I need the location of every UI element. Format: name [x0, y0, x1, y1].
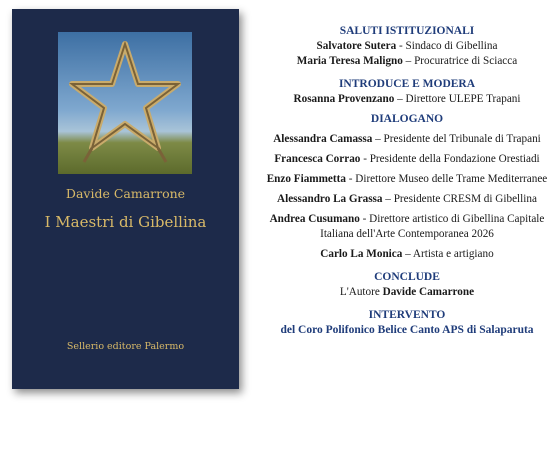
heading-intervento: INTERVENTO: [368, 309, 446, 321]
heading-dialogano: DIALOGANO: [370, 113, 444, 125]
heading-introduce: INTRODUCE E MODERA: [338, 78, 476, 90]
conclude-prefix: L'Autore: [339, 286, 383, 298]
person-role: - Direttore artistico di Gibellina Capitale Italiana dell'Arte Contemporanea 2026: [320, 213, 545, 240]
person-entry: [262, 212, 552, 242]
intervento-text: del Coro Polifonico Belice Canto APS di Salaparuta: [280, 324, 534, 336]
person-name: Francesca Corrao: [274, 153, 361, 165]
person-role: – Presidente CRESM di Gibellina: [382, 193, 537, 205]
person-role: – Procuratrice di Sciacca: [402, 55, 518, 67]
heading-conclude: CONCLUDE: [374, 271, 440, 283]
person-name: Enzo Fiammetta: [266, 173, 346, 185]
person-name: Carlo La Monica: [320, 248, 403, 260]
person-name: Davide Camarrone: [382, 286, 475, 298]
person-role: – Presidente del Tribunale di Trapani: [372, 133, 541, 145]
person-role: – Artista e artigiano: [402, 248, 494, 260]
conclude-entry: [262, 285, 552, 300]
person-name: Salvatore Sutera: [316, 40, 397, 52]
person-entry: [262, 54, 552, 69]
event-program: [262, 24, 552, 338]
person-role: – Direttore ULEPE Trapani: [394, 93, 521, 105]
person-entry: [262, 247, 552, 262]
person-entry: [262, 192, 552, 207]
person-name: Andrea Cusumano: [269, 213, 360, 225]
person-name: Alessandro La Grassa: [277, 193, 383, 205]
heading-saluti: SALUTI ISTITUZIONALI: [339, 25, 475, 37]
person-entry: [262, 152, 552, 167]
person-role: - Direttore Museo delle Trame Mediterranee: [345, 173, 548, 185]
person-name: Rosanna Provenzano: [293, 93, 395, 105]
person-role: - Presidente della Fondazione Orestiadi: [360, 153, 540, 165]
person-entry: [262, 172, 552, 187]
person-name: Alessandra Camassa: [273, 133, 373, 145]
person-entry: [262, 132, 552, 147]
star-sculpture-icon: [58, 32, 192, 174]
cover-sculpture-image: [58, 32, 192, 174]
person-entry: [262, 39, 552, 54]
book-title: I Maestri di Gibellina: [44, 213, 207, 231]
person-role: - Sindaco di Gibellina: [396, 40, 498, 52]
person-entry: [262, 92, 552, 107]
book-publisher: Sellerio editore Palermo: [66, 341, 185, 352]
person-name: Maria Teresa Maligno: [296, 55, 403, 67]
book-author: Davide Camarrone: [65, 186, 186, 201]
book-cover: [12, 9, 239, 389]
